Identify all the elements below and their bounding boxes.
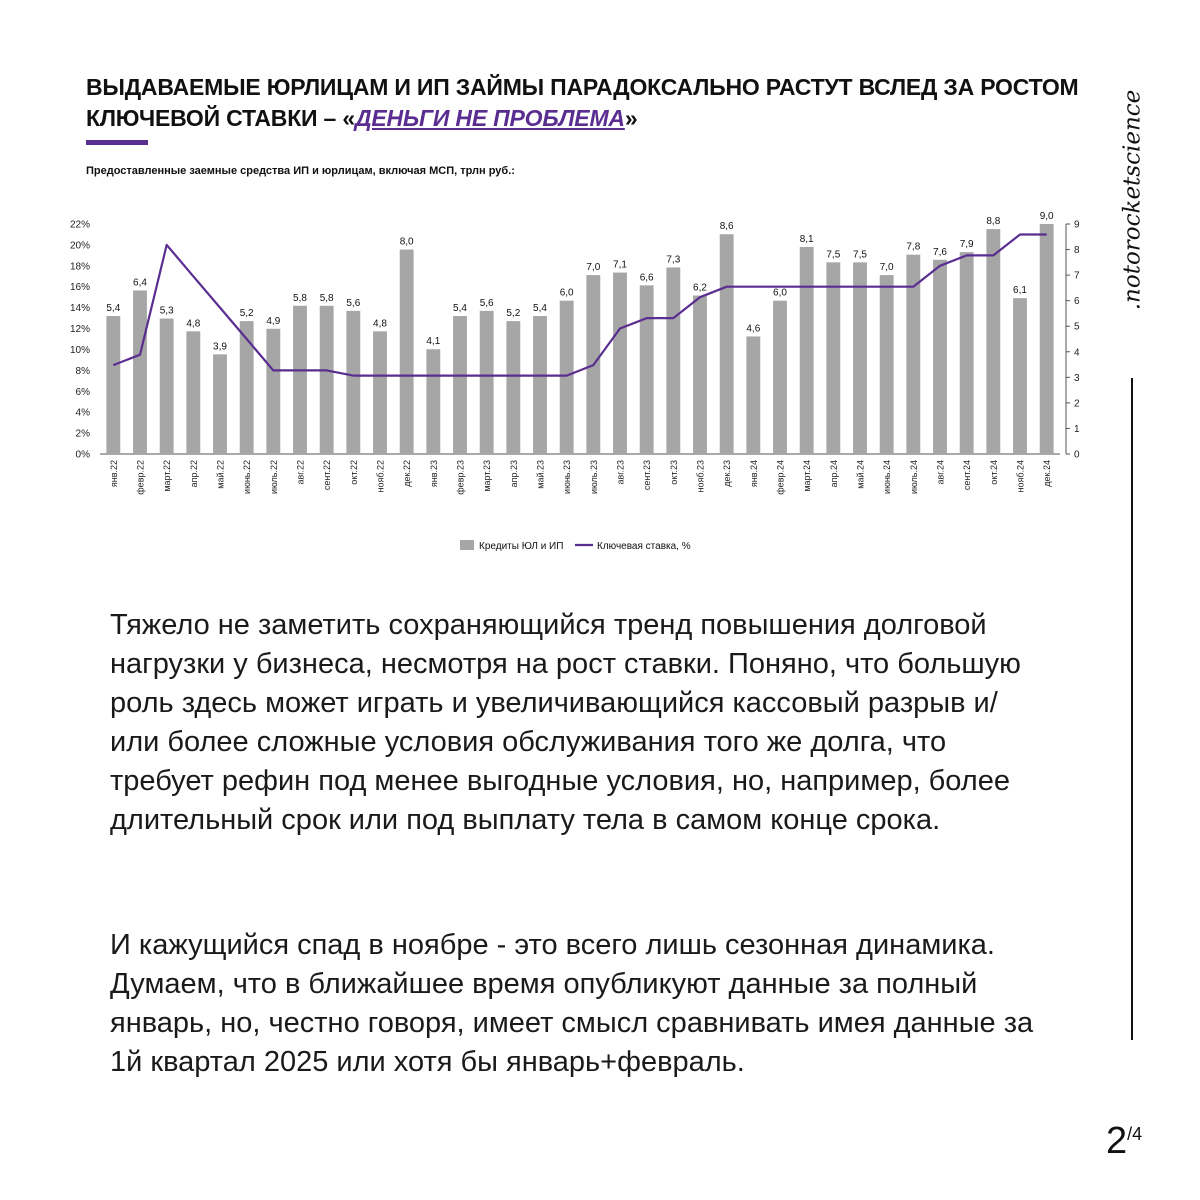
bar-data-label: 7,9	[959, 239, 974, 251]
bar-data-label: 6,6	[639, 272, 654, 284]
page-title	[86, 72, 1086, 134]
bar-data-label: 4,6	[746, 323, 761, 335]
bar-data-label: 8,6	[719, 221, 734, 233]
right-axis-tick-label: 5	[1074, 321, 1080, 333]
bar	[133, 290, 147, 454]
x-axis-tick-label: дек.23	[722, 460, 733, 487]
left-axis-tick-label: 0%	[75, 449, 90, 461]
legend-label-key-rate: Ключевая ставка, %	[597, 541, 691, 552]
bar	[693, 296, 707, 454]
x-axis-tick-label: март.24	[802, 460, 813, 492]
bar	[480, 311, 494, 454]
bar-data-label: 5,4	[453, 303, 467, 314]
bar-data-label: 5,2	[239, 308, 254, 320]
bar	[773, 301, 787, 454]
x-axis-tick-label: нояб.23	[695, 460, 706, 493]
right-axis-tick-label: 9	[1074, 219, 1080, 231]
bar-data-label: 5,4	[533, 303, 547, 314]
bar	[106, 316, 120, 454]
x-axis-tick-label: нояб.24	[1015, 460, 1026, 493]
bar-data-label: 5,6	[479, 297, 494, 309]
bar-series	[106, 224, 1053, 454]
x-axis-tick-label: май.23	[535, 460, 546, 489]
bar	[346, 311, 360, 454]
left-axis-tick-label: 16%	[69, 282, 90, 294]
bar-data-label: 4,8	[373, 318, 387, 330]
x-axis-tick-label: сент.23	[642, 460, 653, 491]
x-axis-tick-label: февр.22	[135, 460, 146, 495]
x-axis-tick-label: май.22	[215, 460, 226, 489]
x-axis-tick-label: февр.23	[455, 460, 466, 495]
x-axis-tick-label: окт.22	[348, 460, 359, 485]
legend-swatch-bar	[460, 540, 474, 550]
bar	[426, 349, 440, 454]
legend-label-loans: Кредиты ЮЛ и ИП	[479, 541, 564, 552]
brand-logo	[1110, 89, 1154, 311]
bar-data-label: 8,8	[986, 216, 1001, 228]
bar	[613, 273, 627, 454]
bar-data-label: 6,4	[133, 277, 147, 289]
x-axis-tick-label: март.23	[482, 459, 493, 492]
bar	[240, 321, 254, 454]
title-closing-quote: »	[624, 105, 638, 131]
x-axis-tick-label: нояб.22	[375, 460, 386, 493]
bar-data-label: 5,2	[506, 308, 521, 320]
bar-data-label: 5,6	[346, 297, 361, 309]
bar-data-label: 6,0	[773, 287, 787, 299]
x-axis-tick-label: янв.23	[428, 460, 439, 488]
bar	[880, 275, 894, 454]
title-accent-bar	[86, 140, 148, 145]
right-axis-tick-label: 1	[1074, 423, 1080, 435]
left-axis-tick-label: 18%	[69, 261, 90, 273]
bar-data-label: 7,1	[613, 259, 627, 271]
page-total: /4	[1127, 1124, 1143, 1144]
bar	[160, 319, 174, 454]
x-axis-tick-label: июль.22	[268, 460, 279, 495]
bar	[800, 247, 814, 454]
x-axis-tick-label: сент.24	[962, 460, 973, 491]
bar	[720, 234, 734, 454]
x-axis-tick-label: дек.24	[1042, 460, 1053, 487]
bar-data-label: 6,2	[693, 282, 707, 294]
bar	[960, 252, 974, 454]
loans-vs-key-rate-chart	[0, 200, 1100, 570]
bar	[400, 250, 414, 454]
bar	[560, 301, 574, 454]
right-axis-tick-label: 8	[1074, 245, 1080, 257]
page-current: 2	[1106, 1120, 1128, 1162]
bar	[320, 306, 334, 454]
body-paragraph-2: И кажущийся спад в ноябре - это всего лишь сезонная динамика. Думаем, что в ближайшее время опубликуют данные за полный январь, но, честно говоря, имеет смысл сравнивать имея данные за 1й квартал 2025 или хотя бы январь+февраль.	[110, 929, 1034, 1078]
bar-data-label: 5,3	[159, 305, 174, 317]
bar	[986, 229, 1000, 454]
right-axis-tick-label: 2	[1074, 398, 1080, 410]
bar	[666, 267, 680, 454]
title-highlight: ДЕНЬГИ НЕ ПРОБЛЕМА	[354, 105, 625, 131]
bar	[640, 285, 654, 454]
bar-data-label: 5,8	[293, 292, 307, 304]
bar	[373, 331, 387, 454]
bar	[933, 260, 947, 454]
x-axis-tick-label: окт.24	[988, 460, 999, 485]
bar-data-label: 7,5	[826, 249, 841, 261]
bar-data-label: 5,4	[106, 303, 121, 314]
x-axis-tick-label: дек.22	[402, 460, 413, 487]
side-divider	[1131, 378, 1133, 1040]
x-axis-tick-label: янв.22	[108, 460, 119, 488]
right-axis-tick-label: 0	[1074, 449, 1080, 461]
x-axis-tick-label: сент.22	[322, 460, 333, 491]
right-axis-tick-label: 3	[1074, 372, 1080, 384]
bar-data-label: 4,1	[426, 336, 441, 348]
bar	[186, 331, 200, 454]
right-axis-tick-label: 7	[1074, 270, 1080, 282]
x-axis-tick-label: окт.23	[668, 460, 679, 485]
bar-data-label: 7,5	[853, 249, 867, 261]
bar-data-label: 7,0	[879, 262, 894, 274]
bar-data-label: 9,0	[1039, 211, 1054, 222]
chart-legend	[460, 540, 691, 552]
bar-data-label: 3,9	[213, 341, 227, 353]
page-indicator	[1106, 1120, 1142, 1163]
bar	[533, 316, 547, 454]
bar-data-label: 6,0	[559, 287, 574, 299]
x-axis-tick-label: авг.23	[615, 460, 626, 485]
bar-data-label: 4,8	[186, 318, 201, 330]
left-axis-tick-label: 2%	[75, 428, 90, 440]
x-axis-labels	[109, 460, 1052, 495]
bar-data-label: 7,0	[586, 262, 601, 274]
left-axis-tick-label: 12%	[69, 324, 90, 336]
brand-wordmark: .notorocketscience	[1119, 89, 1146, 311]
left-axis-tick-label: 20%	[69, 240, 90, 252]
left-axis-tick-label: 8%	[75, 365, 90, 377]
x-axis-tick-label: апр.24	[828, 460, 839, 488]
x-axis-tick-label: июнь.22	[242, 460, 253, 494]
x-axis-tick-label: июнь.24	[882, 460, 893, 494]
bar-data-label: 8,0	[399, 236, 414, 248]
bar	[266, 329, 280, 454]
bar	[293, 306, 307, 454]
x-axis-tick-label: апр.22	[188, 460, 199, 488]
bar-data-label: 7,6	[933, 246, 947, 258]
x-axis-tick-label: июнь.23	[562, 460, 573, 494]
bar	[1040, 224, 1054, 454]
left-axis-tick-label: 14%	[69, 303, 90, 315]
bar-data-label: 7,8	[906, 241, 921, 253]
x-axis-tick-label: март.22	[162, 460, 173, 492]
x-axis-tick-label: авг.24	[935, 460, 946, 485]
bar-data-label: 7,3	[666, 254, 681, 266]
left-axis-tick-label: 10%	[69, 344, 90, 356]
left-axis-tick-label: 6%	[75, 386, 90, 398]
bar	[1013, 298, 1027, 454]
body-paragraph-1: Тяжело не заметить сохраняющийся тренд повышения долговой нагрузки у бизнеса, несмотря на рост ставки. Поняно, что большую роль здесь может играть и увеличивающийся кассовый разрыв и/или более сложные условия обслуживания того же долга, что требует рефин под менее выгодные условия, но, например, более длительный срок или под выплату тела в самом конце срока.	[110, 609, 1021, 836]
left-axis-tick-label: 4%	[75, 407, 90, 419]
x-axis-tick-label: янв.24	[748, 460, 759, 488]
bar	[853, 262, 867, 454]
title-main: ВЫДАВАЕМЫЕ ЮРЛИЦАМ И ИП ЗАЙМЫ ПАРАДОКСАЛЬНО РАСТУТ ВСЛЕД ЗА РОСТОМ КЛЮЧЕВОЙ СТАВКИ – «	[86, 74, 1079, 131]
x-axis-tick-label: июль.24	[908, 460, 919, 495]
bar	[746, 336, 760, 454]
right-axis-tick-label: 6	[1074, 296, 1080, 308]
x-axis-tick-label: февр.24	[775, 460, 786, 495]
left-axis-tick-label: 22%	[69, 219, 90, 231]
bar	[906, 255, 920, 454]
bar-data-label: 4,9	[266, 315, 281, 327]
bar	[213, 354, 227, 454]
bar-data-label: 5,8	[319, 292, 334, 304]
x-axis-tick-label: июль.23	[588, 460, 599, 495]
x-axis-tick-label: авг.22	[295, 460, 306, 485]
x-axis-tick-label: апр.23	[508, 460, 519, 488]
bar	[826, 262, 840, 454]
bar	[506, 321, 520, 454]
bar	[453, 316, 467, 454]
right-axis-tick-label: 4	[1074, 347, 1080, 359]
chart-subtitle: Предоставленные заемные средства ИП и юрлицам, включая МСП, трлн руб.:	[86, 165, 515, 177]
x-axis-tick-label: май.24	[855, 460, 866, 489]
bar-data-label: 8,1	[799, 234, 814, 245]
bar-data-label: 6,1	[1013, 285, 1027, 297]
